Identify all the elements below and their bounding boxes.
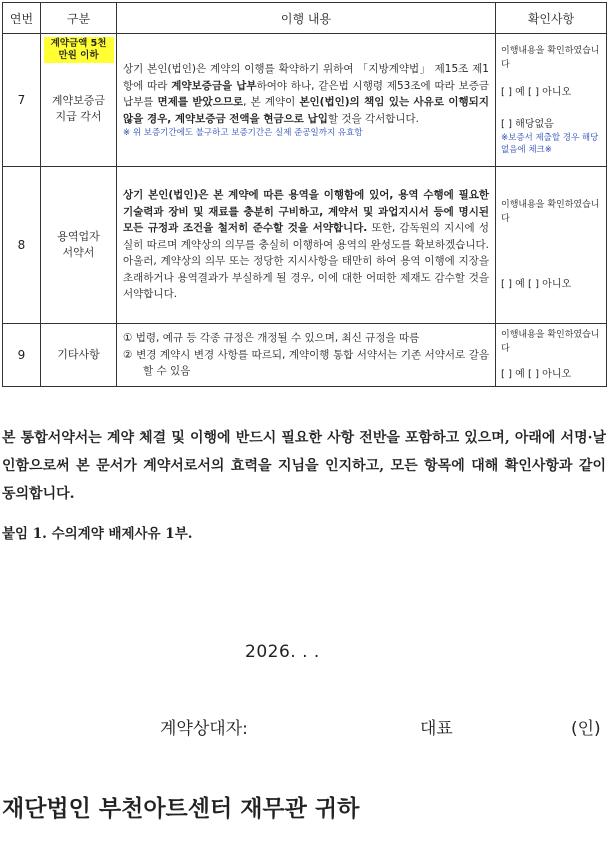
check-title: 이행내용을 확인하였습니다 xyxy=(501,46,600,70)
row-content xyxy=(117,324,496,387)
table-row xyxy=(3,324,607,387)
row-category xyxy=(41,167,117,324)
representative-label: 대표 xyxy=(420,719,453,739)
category-line: 서약서 xyxy=(62,246,95,259)
content-text xyxy=(123,61,489,127)
header-check: 확인사항 xyxy=(496,3,607,34)
content-note: ※ 위 보증기간에도 불구하고 보증기간은 실제 준공일까지 유효함 xyxy=(123,128,363,138)
list-item: ② 변경 계약시 변경 사항를 따르되, 계약이행 통합 서약서는 기존 서약서로 갈음할 수 있음 xyxy=(123,348,489,378)
category-line: 기타사항 xyxy=(57,348,100,361)
content-segment: 하여야 하나, 같은법 시행령 제53조에 따라 보증금 납부를 xyxy=(123,79,489,108)
amount-badge: 계약금액 5천만원 이하 xyxy=(44,37,114,63)
content-segment: 할 것을 각서합니다. xyxy=(327,112,420,125)
misc-items xyxy=(123,330,489,380)
content-segment: 또한, 감독원의 지시에 성실히 따르며 계약상의 의무를 충실히 이행하여 용역의 완성도를 확보하겠습니다. 아울러, 계약상의 의무 또는 정당한 지시사항을 태만히 하여 용역 이행에 지장을 초래하거나 용역결과가 부실하게 될 경우, 이에 대한 어떠한 제재도 감수할 것을 서약합니다. xyxy=(123,222,489,301)
content-segment: 계약보증금을 납부 xyxy=(171,79,257,92)
header-num: 연번 xyxy=(3,3,41,34)
header-content: 이행 내용 xyxy=(117,3,496,34)
seal-label: (인) xyxy=(571,719,601,739)
check-options[interactable]: [ ] 예 [ ] 아니오 xyxy=(501,279,572,290)
category-line: 지급 각서 xyxy=(55,110,102,123)
content-segment: , 본 계약이 xyxy=(243,96,300,108)
table-header-row xyxy=(3,3,607,34)
check-cell xyxy=(496,167,607,324)
content-segment: 면제를 받았으므로 xyxy=(157,96,244,108)
check-options[interactable]: [ ] 예 [ ] 아니오 xyxy=(501,87,572,98)
row-number: 9 xyxy=(3,324,41,387)
content-segment: 상기 본인(법인)은 본 계약에 따른 용역을 이행함에 있어, 용역 수행에 필요한 기술력과 장비 및 재료를 충분히 구비하고, 계약서 및 과업지시서 등에 명시된 모든 규정과 조건을 철저히 준수할 것을 서약합니다. xyxy=(123,189,489,235)
content-segment: 본인(법인)의 책임 있는 사유로 이행되지 않을 경우, 계약보증금 전액을 현금으로 납입 xyxy=(123,96,489,125)
attachment-line: 붙임 1. 수의계약 배제사유 1부. xyxy=(2,526,193,542)
check-title: 이행내용을 확인하였습니다 xyxy=(501,330,600,354)
check-cell xyxy=(496,34,607,167)
row-number: 7 xyxy=(3,34,41,167)
agreement-paragraph: 본 통합서약서는 계약 체결 및 이행에 반드시 필요한 사항 전반을 포함하고 있으며, 아래에 서명·날인함으로써 본 문서가 계약서로서의 효력을 지님을 인지하고, 모든 항목에 대해 확인사항과 같이 동의합니다. xyxy=(2,430,606,502)
category-line: 용역업자 xyxy=(57,230,100,243)
check-note: ※보증서 제출할 경우 해당없음에 체크※ xyxy=(501,133,599,155)
check-not-applicable[interactable]: [ ] 해당없음 xyxy=(501,119,554,130)
category-line: 계약보증금 xyxy=(51,94,106,107)
row-content xyxy=(117,34,496,167)
content-segment: 상기 본인(법인)은 계약의 이행를 확약하기 위하여 「지방계약법」 제15조 제1항에 따라 xyxy=(123,63,489,92)
row-category xyxy=(41,324,117,387)
row-category xyxy=(41,34,117,167)
list-item: ① 법령, 예규 등 각종 규정은 개정될 수 있으며, 최신 규정을 따름 xyxy=(123,332,420,345)
addressee: 재단법인 부천아트센터 재무관 귀하 xyxy=(2,796,360,822)
table-row xyxy=(3,167,607,324)
table-row xyxy=(3,34,607,167)
header-category: 구분 xyxy=(41,3,117,34)
check-title: 이행내용을 확인하였습니다 xyxy=(501,200,600,224)
check-cell xyxy=(496,324,607,387)
row-number: 8 xyxy=(3,167,41,324)
pledge-table xyxy=(2,2,607,387)
check-options[interactable]: [ ] 예 [ ] 아니오 xyxy=(501,369,572,380)
contractor-label: 계약상대자: xyxy=(160,719,248,739)
row-content xyxy=(117,167,496,324)
content-text xyxy=(123,187,489,303)
date-line: 2026. . . xyxy=(245,642,320,662)
